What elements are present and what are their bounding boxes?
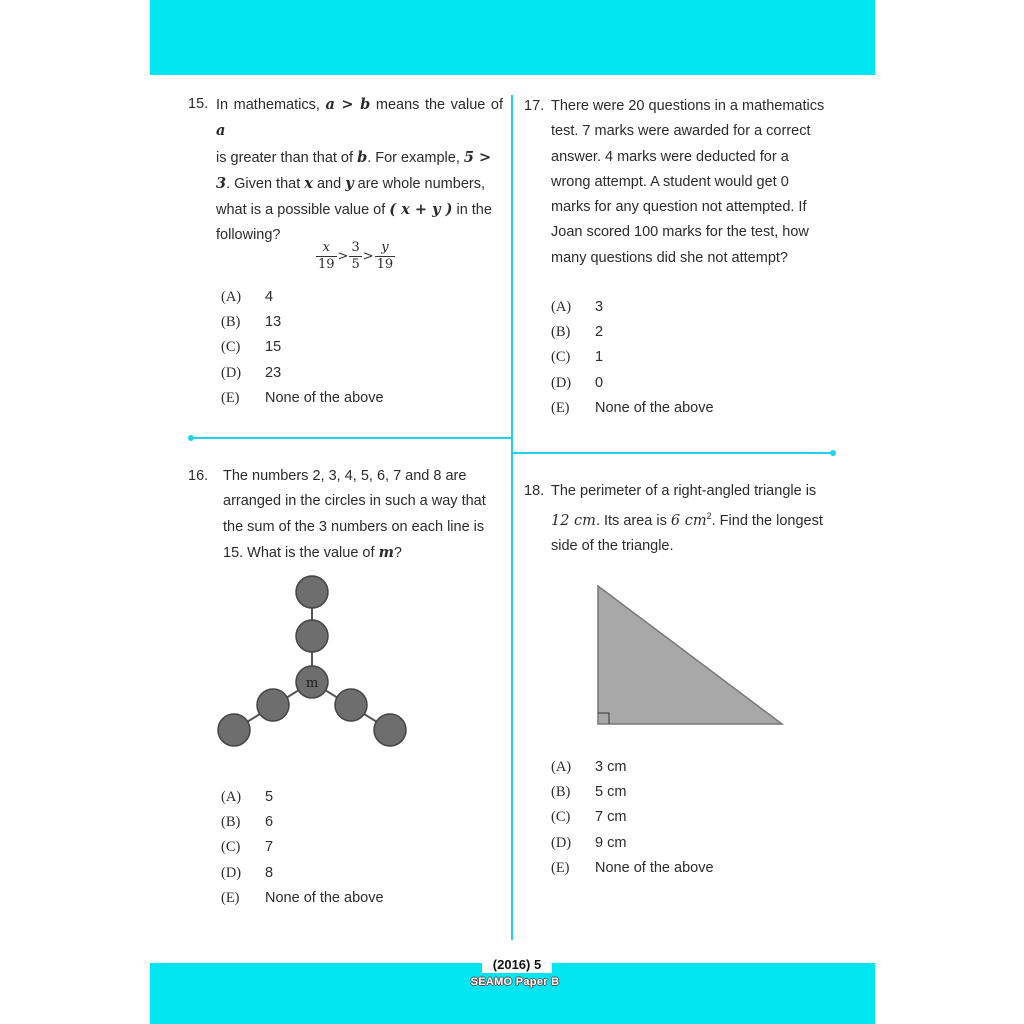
- column-divider: [511, 95, 513, 940]
- option-c[interactable]: (C) 1: [551, 349, 604, 366]
- circle-right-outer: [374, 714, 406, 746]
- option-d[interactable]: (D) 8: [221, 864, 274, 881]
- option-c[interactable]: (C) 7 cm: [551, 809, 627, 826]
- right-triangle-diagram: [592, 582, 788, 730]
- option-a[interactable]: (A) 3: [551, 299, 604, 315]
- option-e[interactable]: (E) None of the above: [551, 859, 714, 876]
- header-band: [150, 0, 875, 75]
- question-number: 15.: [188, 96, 209, 112]
- left-section-divider: [190, 437, 512, 439]
- option-a[interactable]: (A) 3 cm: [551, 759, 627, 775]
- page-number: (2016) 5: [482, 957, 552, 973]
- option-c[interactable]: (C) 15: [221, 339, 282, 356]
- option-e[interactable]: (E) None of the above: [551, 399, 714, 416]
- option-b[interactable]: (B) 6: [221, 814, 274, 831]
- q15-options: [221, 289, 481, 415]
- question-18-text: The perimeter of a right-angled triangle is 12 cm. Its area is 6 $cm^2$. Find the longest side of the triangle.: [551, 483, 823, 555]
- right-divider-dot: [830, 450, 836, 456]
- option-b[interactable]: (B) 13: [221, 314, 282, 331]
- option-b[interactable]: (B) 5 cm: [551, 784, 627, 801]
- inequality: $\frac{x}{19}$ > $\frac{3}{5}$ > $\frac{y}{19}$: [318, 240, 394, 272]
- option-b[interactable]: (B) 2: [551, 324, 604, 341]
- option-d[interactable]: (D) 0: [551, 374, 604, 391]
- question-18: [524, 479, 830, 560]
- circle-top: [296, 576, 328, 608]
- option-d[interactable]: (D) 23: [221, 364, 282, 381]
- circle-left-outer: [218, 714, 250, 746]
- question-16-text: The numbers 2, 3, 4, 5, 6, 7 and 8 are arranged in the circles in such a way that the sum of the 3 numbers on each line is 15. What is the value of m?: [223, 468, 486, 561]
- question-17-text: There were 20 questions in a mathematics test. 7 marks were awarded for a correct answer. 4 marks were deducted for a wrong attempt. A student would get 0 marks for any question not attempted. If Joan scored 100 marks for the test, how many questions did she not attempt?: [551, 98, 825, 266]
- question-17: [524, 94, 830, 271]
- right-triangle: [598, 586, 782, 724]
- option-a[interactable]: (A) 5: [221, 789, 274, 805]
- question-16: [188, 464, 503, 566]
- option-e[interactable]: (E) None of the above: [221, 889, 384, 906]
- left-divider-dot: [188, 435, 194, 441]
- question-number: 18.: [524, 483, 545, 499]
- circle-upper: [296, 620, 328, 652]
- paper-label: SEAMO Paper B: [470, 976, 560, 988]
- fraction-y-19: $\frac{y}{19}$: [376, 240, 394, 272]
- option-e[interactable]: (E) None of the above: [221, 389, 384, 406]
- right-section-divider: [511, 452, 833, 454]
- fraction-x-19: $\frac{x}{19}$: [318, 240, 335, 272]
- question-15-text: In mathematics, a > b means the value of a is greater than that of b. For example, 5 > 3. Given that x and y are whole numbers, what is a possible value of ( x + y ) in the following?: [216, 96, 504, 244]
- option-a[interactable]: (A) 4: [221, 289, 274, 305]
- center-label: m: [305, 676, 319, 691]
- option-c[interactable]: (C) 7: [221, 839, 274, 856]
- question-number: 17.: [524, 98, 545, 114]
- q18-options: [551, 759, 811, 885]
- question-number: 16.: [188, 468, 209, 484]
- circle-left-inner: [257, 689, 289, 721]
- option-d[interactable]: (D) 9 cm: [551, 834, 627, 851]
- question-15: [188, 92, 503, 249]
- q16-options: [221, 789, 481, 915]
- circle-diagram: [200, 560, 430, 760]
- circle-right-inner: [335, 689, 367, 721]
- fraction-3-5: $\frac{3}{5}$: [351, 240, 360, 272]
- q17-options: [551, 299, 811, 425]
